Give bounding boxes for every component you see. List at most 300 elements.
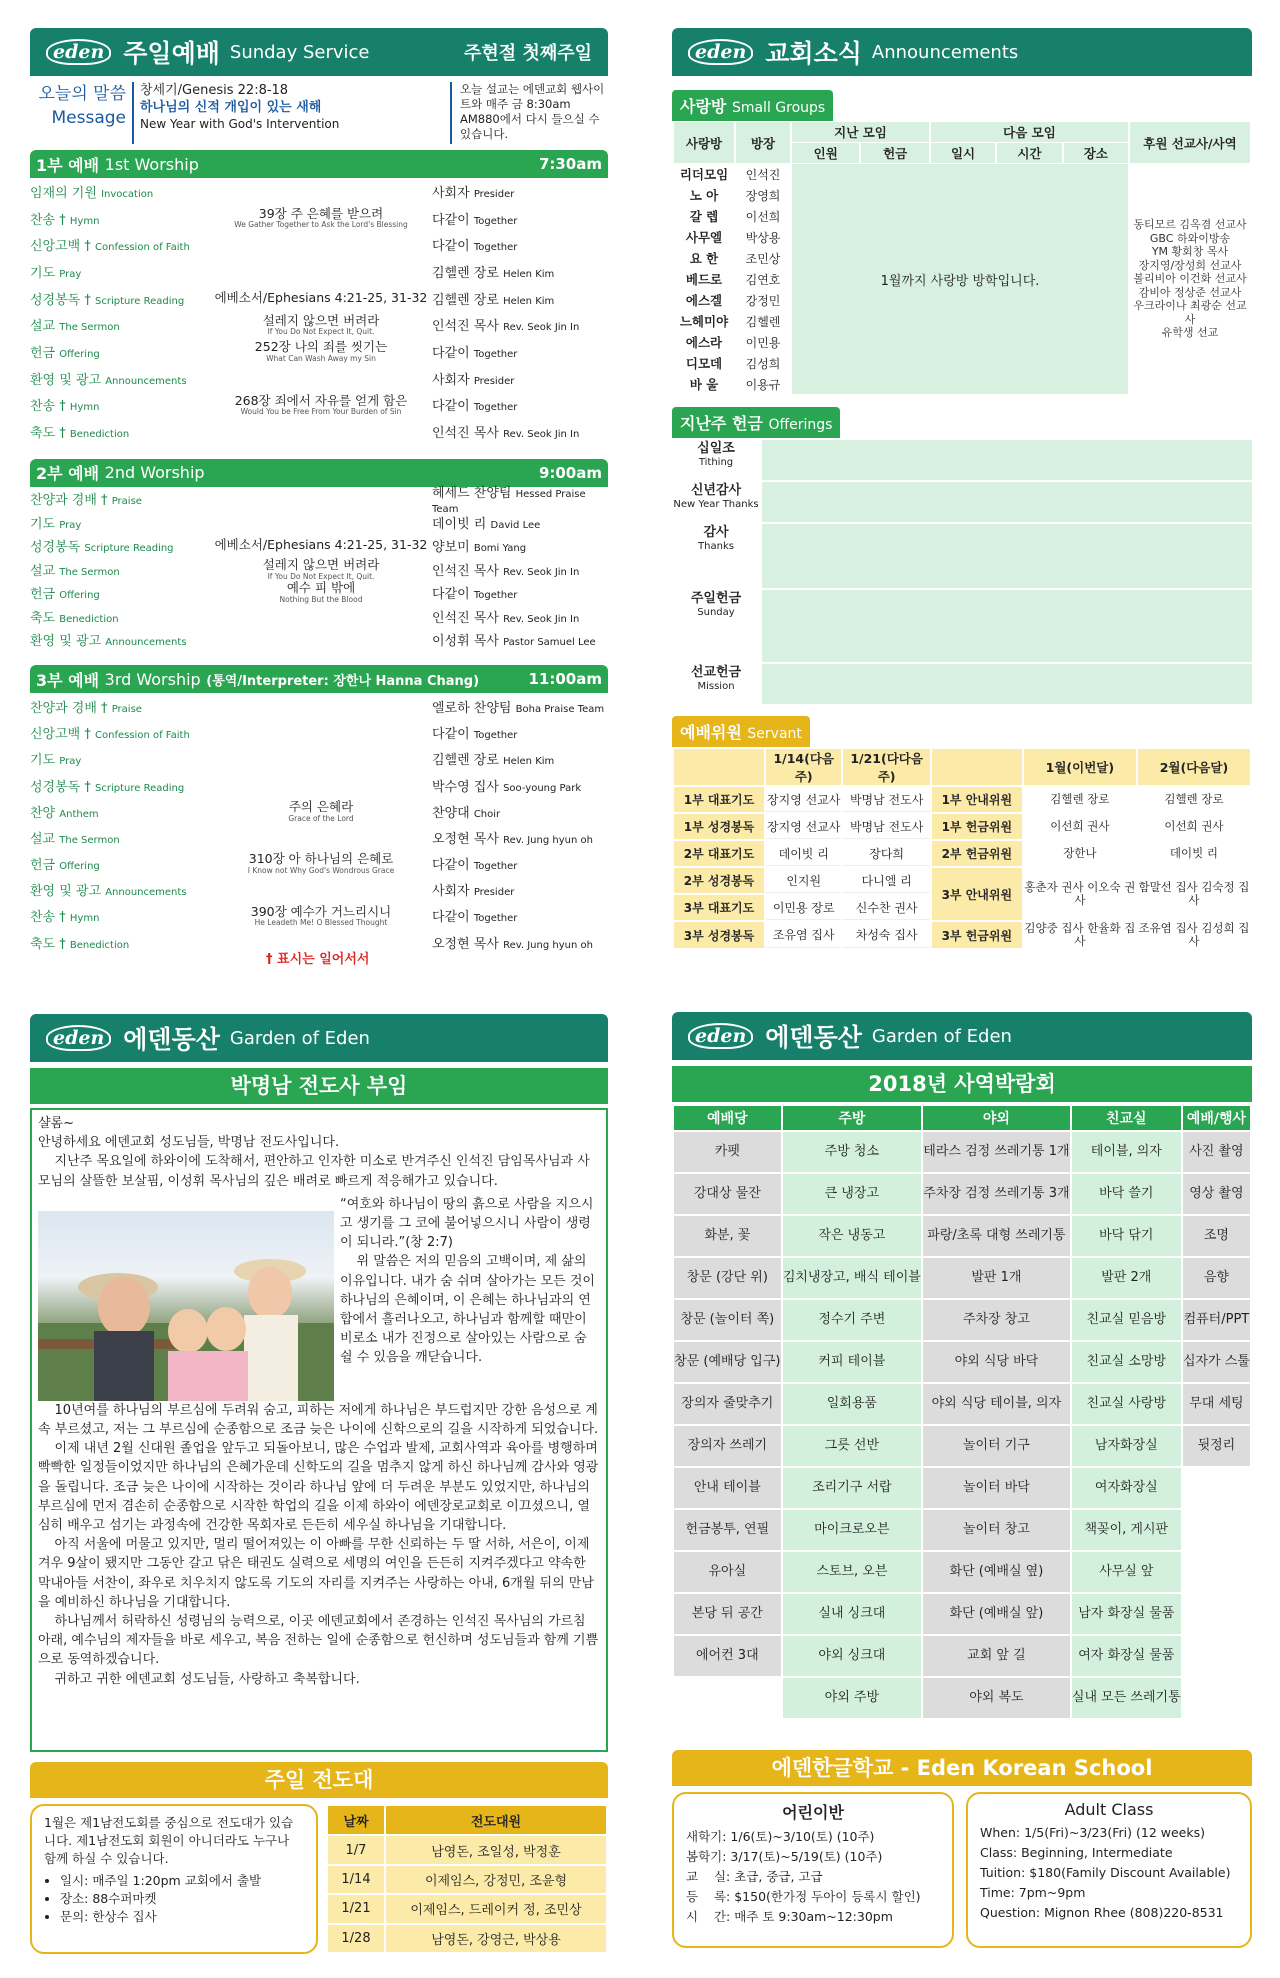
- message-box: [30, 82, 608, 144]
- order-row: [30, 903, 608, 929]
- adult-class-lines: [980, 1823, 1238, 1923]
- ministry-cell: 교회 앞 길: [923, 1636, 1070, 1676]
- order-leader-ko: 다같이: [432, 727, 470, 743]
- servant-name: 김양중 집사 한율화 집사: [1024, 921, 1136, 948]
- servant-role: 2부 성경봉독: [674, 868, 764, 893]
- order-leader: [432, 697, 608, 716]
- table-header: 인원: [792, 143, 859, 163]
- order-leader-en: Helen Kim: [503, 295, 555, 307]
- ministry-cell: 테이블, 의자: [1072, 1132, 1181, 1172]
- order-row: [30, 311, 608, 338]
- order-item: [30, 630, 210, 649]
- garden-title-2: 에덴동산: [765, 1023, 862, 1052]
- ministry-cell: 음향: [1183, 1258, 1250, 1298]
- order-item-en: The Sermon: [59, 566, 120, 578]
- evangelism-bullet: • 문의: 한상수 집사: [60, 1908, 304, 1926]
- ministry-cell: 강대상 물잔: [674, 1174, 781, 1214]
- order-item-ko: 찬송 †: [30, 910, 66, 926]
- order-content-en: Grace of the Lord: [288, 813, 354, 823]
- evangelism-date-header: 날짜: [328, 1806, 384, 1834]
- order-leader: [432, 776, 608, 795]
- order-row: [30, 418, 608, 445]
- order-content: [210, 207, 432, 230]
- order-item: [30, 776, 210, 795]
- evangelism-members: 이제임스, 드레이커 정, 조민상: [386, 1895, 606, 1922]
- order-row: [30, 581, 608, 605]
- offering-label-en: Tithing: [698, 457, 734, 468]
- servant-role: 2부 대표기도: [674, 841, 764, 866]
- order-item: [30, 723, 210, 742]
- order-item-en: Hymn: [69, 913, 100, 925]
- order-leader: [432, 630, 608, 649]
- servant-name: 다니엘 리: [843, 868, 929, 893]
- order-item-ko: 찬양: [30, 805, 56, 821]
- group-name: 갈 렙: [689, 209, 719, 224]
- ministry-cell: 화단 (예배실 앞): [923, 1594, 1070, 1634]
- order-item-en: Pray: [59, 268, 82, 280]
- worship2-order: [30, 487, 608, 652]
- order-leader-ko: 인석진 목사: [432, 319, 499, 335]
- ministry-cell: 실내 싱크대: [783, 1594, 921, 1634]
- letter-quote-row: [38, 1195, 600, 1401]
- table-header: 방장: [736, 122, 790, 163]
- servant-date-header: 1/21(다다음주): [843, 749, 929, 785]
- order-item-en: Benediction: [69, 939, 130, 951]
- group-name: 사무엘: [685, 230, 723, 245]
- ministry-cell: 김치냉장고, 배식 테이블: [783, 1258, 921, 1298]
- order-content-en: He Leadeth Me! O Blessed Thought: [254, 918, 388, 928]
- offering-row: [672, 524, 1252, 588]
- garden-title-en-2: Garden of Eden: [871, 1025, 1012, 1047]
- ministry-cell: 놀이터 기구: [923, 1426, 1070, 1466]
- group-leader: 박상용: [736, 227, 790, 247]
- order-leader-ko: 다같이: [432, 345, 470, 361]
- order-item: [30, 513, 210, 532]
- ministry-cell: 화단 (예배실 옆): [923, 1552, 1070, 1592]
- offerings: [672, 407, 1252, 704]
- small-groups-tag-en: Small Groups: [731, 100, 826, 116]
- order-item-ko: 신앙고백 †: [30, 727, 91, 743]
- ministry-cell: 남자 화장실 물품: [1072, 1594, 1181, 1634]
- order-leader: [432, 749, 608, 768]
- order-leader-ko: 찬양대: [432, 805, 470, 821]
- servant-role: 3부 헌금위원: [932, 922, 1022, 948]
- order-leader: [432, 289, 608, 308]
- order-item-en: Announcements: [105, 375, 187, 387]
- offering-label-en: New Year Thanks: [673, 499, 759, 510]
- ministry-cell: [1183, 1552, 1250, 1592]
- order-item: [30, 749, 210, 768]
- order-item: [30, 422, 210, 441]
- order-leader-ko: 이성휘 목사: [432, 634, 499, 650]
- servants-tag-en: Servant: [747, 726, 802, 742]
- offering-row: [672, 440, 1252, 480]
- servant-name: 홍춘자 권사 이오숙 권사: [1024, 868, 1136, 920]
- order-leader-en: Helen Kim: [503, 756, 555, 768]
- order-content: [210, 800, 432, 823]
- order-item-ko: 임재의 기원: [30, 185, 97, 201]
- missionary-item: YM 황회창 목사: [1151, 245, 1229, 259]
- order-item-ko: 환영 및 광고: [30, 884, 102, 900]
- offering-label-en: Mission: [697, 681, 735, 692]
- message-title-en: New Year with God's Intervention: [140, 117, 340, 131]
- order-content-en: If You Do Not Expect It, Quit.: [267, 571, 375, 581]
- order-leader-en: Presider: [473, 188, 515, 200]
- order-row: [30, 877, 608, 903]
- ministry-cell: 여자화장실: [1072, 1468, 1181, 1508]
- kids-class-line: 새학기: 1/6(토)~3/10(토) (10주): [686, 1829, 875, 1844]
- eden-logo: eden: [688, 1023, 753, 1049]
- adult-class-line: Question: Mignon Rhee (808)220-8531: [980, 1905, 1224, 1920]
- order-item: [30, 697, 210, 716]
- ministry-cell: 친교실 믿음방: [1072, 1300, 1181, 1340]
- evangelism-text: 1월은 제1남전도회를 중심으로 전도대가 있습니다. 제1남전도회 회원이 아니더라도 누구나 함께 하실 수 있습니다.: [44, 1815, 294, 1866]
- servant-name: 박명남 전도사: [843, 787, 929, 812]
- order-item: [30, 315, 210, 334]
- ministry-cell: 유아실: [674, 1552, 781, 1592]
- kids-class-line: 교 실: 초급, 중급, 고급: [686, 1869, 823, 1884]
- order-item: [30, 880, 210, 899]
- order-leader-ko: 다같이: [432, 587, 470, 603]
- ministry-cell: 창문 (예배당 입구): [674, 1342, 781, 1382]
- order-item-en: Praise: [111, 496, 142, 508]
- order-leader-en: Together: [473, 402, 518, 414]
- order-row: [30, 534, 608, 558]
- order-item: [30, 235, 210, 254]
- servant-name: 신수찬 권사: [843, 895, 929, 920]
- order-content-ko: 설레지 않으면 버려라: [262, 312, 380, 328]
- evangelism-members: 남영돈, 강영근, 박상용: [386, 1925, 606, 1952]
- letter-quote: “여호와 하나님이 땅의 흙으로 사람을 지으시고 생기를 그 코에 불어넣으시니 사람이 생령이 되니라.”(창 2:7) 위 말씀은 저의 믿음의 고백이며, 제 삶의 이유입니다. 내가 숨 쉬며 살아가는 모든 것이 하나님의 은혜이며, 이 은혜는 하나님과의 연합에서 흘러나오고, 하나님과 함께할 때만이 비로소 내가 진정으로 살아있는 사람으로 숨 쉴 수 있음을 깨닫습니다.: [340, 1196, 595, 1366]
- order-leader-en: Together: [473, 590, 518, 602]
- evangelism-date: 1/7: [328, 1836, 384, 1863]
- order-item-en: Confession of Faith: [95, 730, 190, 742]
- order-leader: [432, 607, 608, 626]
- servant-role: 1부 성경봉독: [674, 814, 764, 839]
- worship1-time: 7:30am: [538, 155, 602, 173]
- order-item-en: Scripture Reading: [95, 782, 185, 794]
- message-label-ko: 오늘의 말씀: [38, 84, 126, 104]
- garden-header-2: [672, 1012, 1252, 1060]
- message-note: 오늘 설교는 에덴교회 웹사이트와 매주 금 8:30am AM880에서 다시 들으실 수 있습니다.: [450, 82, 608, 144]
- offering-label: [672, 524, 762, 588]
- order-content: [210, 314, 432, 337]
- servant-role: 3부 대표기도: [674, 895, 764, 920]
- ministry-cell: 창문 (강단 위): [674, 1258, 781, 1298]
- group-name: 디모데: [685, 356, 723, 371]
- group-leader: 이용규: [736, 374, 790, 394]
- order-leader-ko: 다같이: [432, 212, 470, 228]
- ministry-column-header: 주방: [783, 1106, 921, 1130]
- order-row: [30, 485, 608, 515]
- korean-school-bar: 에덴한글학교 - Eden Korean School: [672, 1750, 1252, 1786]
- group-notice: 1월까지 사랑방 방학입니다.: [792, 164, 1128, 394]
- ministry-cell: 야외 싱크대: [783, 1636, 921, 1676]
- servant-name: 장다희: [843, 841, 929, 866]
- offering-label: [672, 590, 762, 662]
- evangelism-members-header: 전도대원: [386, 1806, 606, 1834]
- group-name: 에스라: [685, 335, 723, 350]
- order-row: [30, 720, 608, 746]
- adult-class-line: Time: 7pm~9pm: [980, 1885, 1086, 1900]
- order-content-ko: 252장 나의 죄를 씻기는: [254, 339, 388, 355]
- worship1-order: [30, 178, 608, 445]
- ministry-fair-section: [672, 1012, 1252, 1720]
- ministry-cell: 커피 테이블: [783, 1342, 921, 1382]
- order-item-ko: 신앙고백 †: [30, 239, 91, 255]
- order-item-en: Offering: [59, 590, 100, 602]
- servant-name: 함말선 집사 김숙정 집사: [1138, 868, 1250, 920]
- small-groups: [672, 90, 1252, 395]
- order-leader-ko: 사회자: [432, 185, 470, 201]
- small-groups-tag-ko: 사랑방: [680, 97, 727, 116]
- order-leader-en: David Lee: [490, 519, 541, 531]
- order-item-ko: 설교: [30, 319, 56, 335]
- order-item-en: Hymn: [69, 402, 100, 414]
- ministry-cell: 컴퓨터/PPT: [1183, 1300, 1250, 1340]
- servant-name: 이민용 장로: [766, 895, 841, 920]
- servant-role: 1부 대표기도: [674, 787, 764, 812]
- order-row: [30, 824, 608, 850]
- offering-label-ko: 십일조: [697, 441, 735, 456]
- evangelism-body: [30, 1804, 608, 1954]
- servants-table: [672, 747, 1252, 950]
- ministry-cell: 뒷정리: [1183, 1426, 1250, 1466]
- evangelism-bullet: • 장소: 88수퍼마켓: [60, 1890, 304, 1908]
- offering-label-ko: 신년감사: [690, 483, 742, 498]
- order-item: [30, 933, 210, 952]
- evangelism-bar: 주일 전도대: [30, 1762, 608, 1798]
- servant-name: 차성숙 집사: [843, 922, 929, 948]
- missionary-item: 유학생 선교: [1161, 326, 1219, 340]
- order-item-en: Announcements: [105, 637, 187, 649]
- group-name: 에스겔: [685, 293, 723, 308]
- standing-note: † 표시는 일어서서: [266, 952, 370, 967]
- order-leader: [432, 209, 608, 228]
- ministry-cell: [1183, 1594, 1250, 1634]
- order-leader-ko: 데이빗 리: [432, 516, 487, 532]
- kids-class-box: [672, 1792, 954, 1948]
- blank-header: [932, 749, 1022, 785]
- group-leader: 장영희: [736, 185, 790, 205]
- order-leader-en: Rev. Seok Jin In: [503, 566, 580, 578]
- order-leader-en: Rev. Seok Jin In: [503, 322, 580, 334]
- offering-label-ko: 감사: [703, 525, 729, 540]
- order-item-ko: 기도: [30, 265, 56, 281]
- order-item-ko: 축도 †: [30, 426, 66, 442]
- order-leader: [432, 182, 608, 201]
- order-item-ko: 찬송 †: [30, 212, 66, 228]
- order-item: [30, 209, 210, 228]
- worship3-bar: [30, 665, 608, 693]
- ministry-cell: 장의자 줄맞추기: [674, 1384, 781, 1424]
- missionary-item: 동티모르 김옥겸 선교사: [1133, 218, 1247, 232]
- ministry-cell: 바닥 쓸기: [1072, 1174, 1181, 1214]
- order-content: [210, 538, 432, 553]
- kids-class-lines: [686, 1827, 940, 1927]
- missionary-item: GBC 하와이방송: [1149, 231, 1231, 245]
- offerings-tag: [672, 407, 840, 438]
- order-item-ko: 성경봉독: [30, 540, 81, 556]
- missionaries: [1130, 164, 1250, 394]
- servants-tag-ko: 예배위원: [680, 723, 742, 742]
- table-header: 사랑방: [674, 122, 734, 163]
- order-item-en: Scripture Reading: [84, 543, 174, 555]
- servant-name: 데이빗 리: [1138, 841, 1250, 866]
- order-item: [30, 802, 210, 821]
- order-row: [30, 205, 608, 232]
- sunday-title-en: Sunday Service: [229, 41, 370, 63]
- ministry-cell: 작은 냉동고: [783, 1216, 921, 1256]
- order-leader-ko: 다같이: [432, 399, 470, 415]
- ministry-cell: 스토브, 오븐: [783, 1552, 921, 1592]
- order-leader-en: Hessed Praise Team: [432, 488, 586, 515]
- servant-name: 장지영 선교사: [766, 787, 841, 812]
- message-ref: 창세기/Genesis 22:8-18: [140, 83, 289, 98]
- servant-role: 1부 안내위원: [932, 787, 1022, 812]
- order-item: [30, 182, 210, 201]
- offerings-tag-en: Offerings: [768, 417, 833, 433]
- order-leader-en: Together: [473, 348, 518, 360]
- adult-class-box: [966, 1792, 1252, 1948]
- order-item-ko: 헌금: [30, 858, 56, 874]
- order-item: [30, 395, 210, 414]
- order-leader: [432, 395, 608, 414]
- korean-school-section: [672, 1750, 1252, 1948]
- garden-title: 에덴동산: [123, 1025, 220, 1054]
- table-header: 지난 모임: [792, 122, 929, 142]
- sunday-service-section: [30, 28, 608, 967]
- order-item-en: Announcements: [105, 887, 187, 899]
- kids-class-line: 봄학기: 3/17(토)~5/19(토) (10주): [686, 1849, 883, 1864]
- order-leader-en: Together: [473, 861, 518, 873]
- order-leader: [432, 513, 608, 532]
- order-content: [210, 340, 432, 363]
- order-row: [30, 231, 608, 258]
- ministry-fair-bar: 2018년 사역박람회: [672, 1066, 1252, 1102]
- missionary-item: 볼리비아 이건화 선교사: [1133, 272, 1247, 286]
- group-name: 느헤미야: [679, 314, 729, 329]
- servant-date-header: 1/14(다음주): [766, 749, 841, 785]
- order-leader: [432, 560, 608, 579]
- table-header: 다음 모임: [931, 122, 1128, 142]
- order-leader-en: Pastor Samuel Lee: [503, 637, 596, 649]
- servant-name: 인지원: [766, 868, 841, 893]
- missionary-item: 감비아 정상준 선교사: [1138, 285, 1242, 299]
- worship2-time: 9:00am: [538, 463, 602, 482]
- order-leader-ko: 인석진 목사: [432, 563, 499, 579]
- order-item-ko: 설교: [30, 563, 56, 579]
- evangelism-section: [30, 1762, 608, 1954]
- order-item-ko: 헌금: [30, 345, 56, 361]
- order-leader-ko: 인석진 목사: [432, 610, 499, 626]
- order-content: [210, 558, 432, 581]
- order-leader-ko: 엘로하 찬양팀: [432, 700, 512, 716]
- order-item: [30, 854, 210, 873]
- table-header: 후원 선교사/사역: [1130, 122, 1250, 163]
- order-row: [30, 285, 608, 312]
- order-leader: [432, 906, 608, 925]
- worship3-title: 3부 예배: [36, 670, 100, 690]
- evangelism-members: 이제임스, 강정민, 조윤형: [386, 1866, 606, 1893]
- announcements-section: [672, 28, 1252, 950]
- evangelism-date: 1/21: [328, 1895, 384, 1922]
- ministry-cell: 발판 2개: [1072, 1258, 1181, 1298]
- order-leader-en: Rev. Seok Jin In: [503, 613, 580, 625]
- order-item-en: The Sermon: [59, 834, 120, 846]
- order-leader-ko: 사회자: [432, 884, 470, 900]
- offering-amount: [762, 590, 1252, 662]
- ministry-cell: 사무실 앞: [1072, 1552, 1181, 1592]
- table-header: 장소: [1064, 143, 1128, 163]
- ministry-cell: 바닥 닦기: [1072, 1216, 1181, 1256]
- order-row: [30, 628, 608, 652]
- evangelism-date: 1/28: [328, 1925, 384, 1952]
- order-item-ko: 설교: [30, 831, 56, 847]
- ministry-cell: 테라스 검정 쓰레기통 1개: [923, 1132, 1070, 1172]
- ministry-column-header: 예배/행사: [1183, 1106, 1250, 1130]
- ministry-cell: [1183, 1468, 1250, 1508]
- eden-logo: eden: [46, 1025, 111, 1051]
- order-leader-ko: 김헬렌 장로: [432, 753, 499, 769]
- servant-name: 이선희 권사: [1024, 814, 1136, 839]
- order-leader: [432, 262, 608, 281]
- group-name: 노 아: [689, 188, 719, 203]
- order-item: [30, 369, 210, 388]
- group-name: 요 한: [689, 251, 719, 266]
- order-leader-en: Rev. Jung hyun oh: [503, 939, 593, 951]
- message-label-en: Message: [51, 108, 126, 128]
- ministry-cell: 주차장 검정 쓰레기통 3개: [923, 1174, 1070, 1214]
- offering-amount: [762, 664, 1252, 704]
- order-content-en: Nothing But the Blood: [279, 595, 363, 604]
- servant-role: 1부 헌금위원: [932, 814, 1022, 839]
- order-item-en: Benediction: [59, 613, 119, 625]
- letter-intro: 샬롬~ 안녕하세요 에덴교회 성도님들, 박명남 전도사입니다. 지난주 목요일에 하와이에 도착해서, 편안하고 인자한 미소로 반겨주신 인석진 담임목사님과 사모님의 살뜰한 보살핌, 이성휘 목사님의 깊은 배려로 빠르게 적응해가고 있습니다.: [38, 1116, 590, 1189]
- servant-role: 2부 헌금위원: [932, 841, 1022, 866]
- order-leader-ko: 오정현 목사: [432, 936, 499, 952]
- order-item-en: The Sermon: [59, 322, 120, 334]
- offering-label: [672, 482, 762, 522]
- offering-row: [672, 482, 1252, 522]
- offering-row: [672, 590, 1252, 662]
- order-content: [210, 291, 432, 306]
- order-content-ko: 39장 주 은혜를 받으려: [258, 205, 384, 221]
- worship1-bar: [30, 150, 608, 178]
- order-item-en: Anthem: [59, 808, 99, 820]
- worship2-title: 2부 예배: [36, 464, 100, 484]
- order-leader: [432, 933, 608, 952]
- order-item-ko: 찬양과 경배 †: [30, 700, 108, 716]
- order-leader-ko: 다같이: [432, 239, 470, 255]
- kids-class-line: 등 록: $150(한가정 두아이 등록시 할인): [686, 1889, 921, 1904]
- order-leader: [432, 342, 608, 361]
- order-row: [30, 746, 608, 772]
- ministry-cell: 친교실 사랑방: [1072, 1384, 1181, 1424]
- order-item-en: Scripture Reading: [95, 295, 185, 307]
- order-item-en: Benediction: [69, 429, 130, 441]
- ministry-cell: [1183, 1510, 1250, 1550]
- offering-amount: [762, 440, 1252, 480]
- ministry-column-header: 친교실: [1072, 1106, 1181, 1130]
- order-content-en: If You Do Not Expect It, Quit.: [267, 327, 375, 337]
- evangelism-members: 남영돈, 조일성, 박정훈: [386, 1836, 606, 1863]
- order-row: [30, 178, 608, 205]
- group-leader: 강정민: [736, 290, 790, 310]
- offering-row: [672, 664, 1252, 704]
- ministry-cell: 실내 모든 쓰레기통: [1072, 1678, 1181, 1718]
- ministry-cell: [1183, 1678, 1250, 1718]
